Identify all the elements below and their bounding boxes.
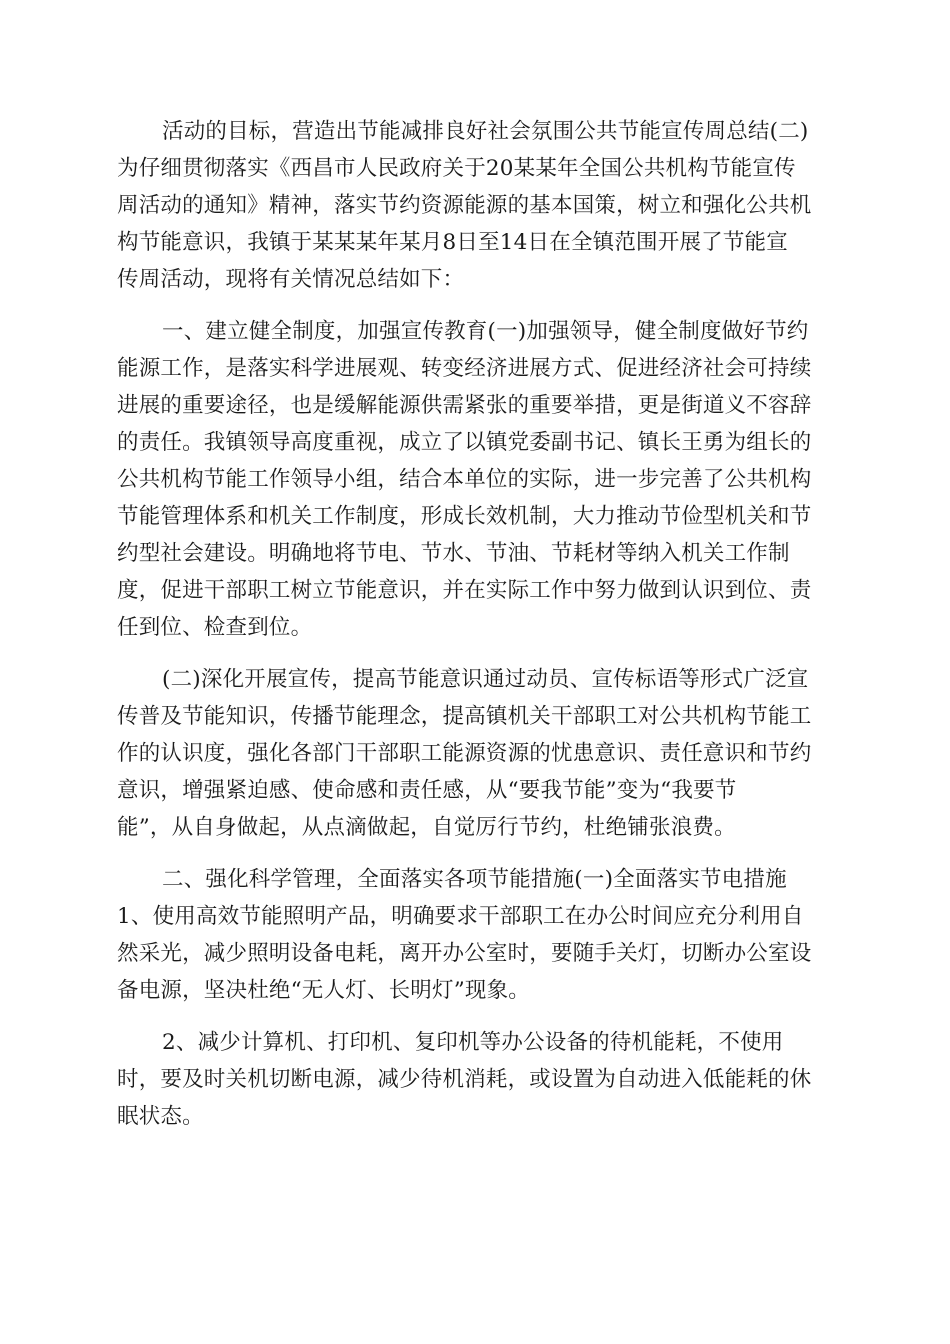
text-line: 传普及节能知识，传播节能理念，提高镇机关干部职工对公共机构节能工 <box>117 704 812 729</box>
text-line: 2、减少计算机、打印机、复印机等办公设备的待机能耗，不使用 <box>162 1030 784 1055</box>
text-line: 度，促进干部职工树立节能意识，并在实际工作中努力做到认识到位、责 <box>117 578 812 603</box>
text-line: 然采光，减少照明设备电耗，离开办公室时，要随手关灯，切断办公室设 <box>117 941 812 966</box>
text-line: 备电源，坚决杜绝“无人灯、长明灯”现象。 <box>117 978 530 1003</box>
text-line: 时，要及时关机切断电源，减少待机消耗，或设置为自动进入低能耗的休 <box>117 1067 812 1092</box>
text-line: 构节能意识，我镇于某某某年某月8日至14日在全镇范围开展了节能宣 <box>117 230 788 255</box>
text-line: 能源工作，是落实科学进展观、转变经济进展方式、促进经济社会可持续 <box>117 356 812 381</box>
text-line: 意识，增强紧迫感、使命感和责任感，从“要我节能”变为“我要节 <box>117 778 737 803</box>
text-line: 传周活动，现将有关情况总结如下： <box>117 267 465 292</box>
text-line: 节能管理体系和机关工作制度，形成长效机制，大力推动节俭型机关和节 <box>117 504 812 529</box>
text-line: 1、使用高效节能照明产品，明确要求干部职工在办公时间应充分利用自 <box>117 904 804 929</box>
text-line: 能”，从自身做起，从点滴做起，自觉厉行节约，杜绝铺张浪费。 <box>117 815 736 840</box>
text-line: 公共机构节能工作领导小组，结合本单位的实际，进一步完善了公共机构 <box>117 467 812 492</box>
text-line: 作的认识度，强化各部门干部职工能源资源的忧患意识、责任意识和节约 <box>117 741 812 766</box>
text-line: 任到位、检查到位。 <box>117 615 313 640</box>
text-line: (二)深化开展宣传，提高节能意识通过动员、宣传标语等形式广泛宣 <box>162 667 809 692</box>
text-line: 一、建立健全制度，加强宣传教育(一)加强领导，健全制度做好节约 <box>162 319 809 344</box>
text-line: 约型社会建设。明确地将节电、节水、节油、节耗材等纳入机关工作制 <box>117 541 790 566</box>
text-line: 进展的重要途径，也是缓解能源供需紧张的重要举措，更是街道义不容辞 <box>117 393 812 418</box>
text-line: 的责任。我镇领导高度重视，成立了以镇党委副书记、镇长王勇为组长的 <box>117 430 812 455</box>
text-line: 周活动的通知》精神，落实节约资源能源的基本国策，树立和强化公共机 <box>117 193 812 218</box>
text-line: 眠状态。 <box>117 1104 204 1129</box>
text-line: 二、强化科学管理，全面落实各项节能措施(一)全面落实节电措施 <box>162 867 787 892</box>
text-line: 为仔细贯彻落实《西昌市人民政府关于20某某年全国公共机构节能宣传 <box>117 156 796 181</box>
text-line: 活动的目标，营造出节能减排良好社会氛围公共节能宣传周总结(二) <box>162 119 809 144</box>
